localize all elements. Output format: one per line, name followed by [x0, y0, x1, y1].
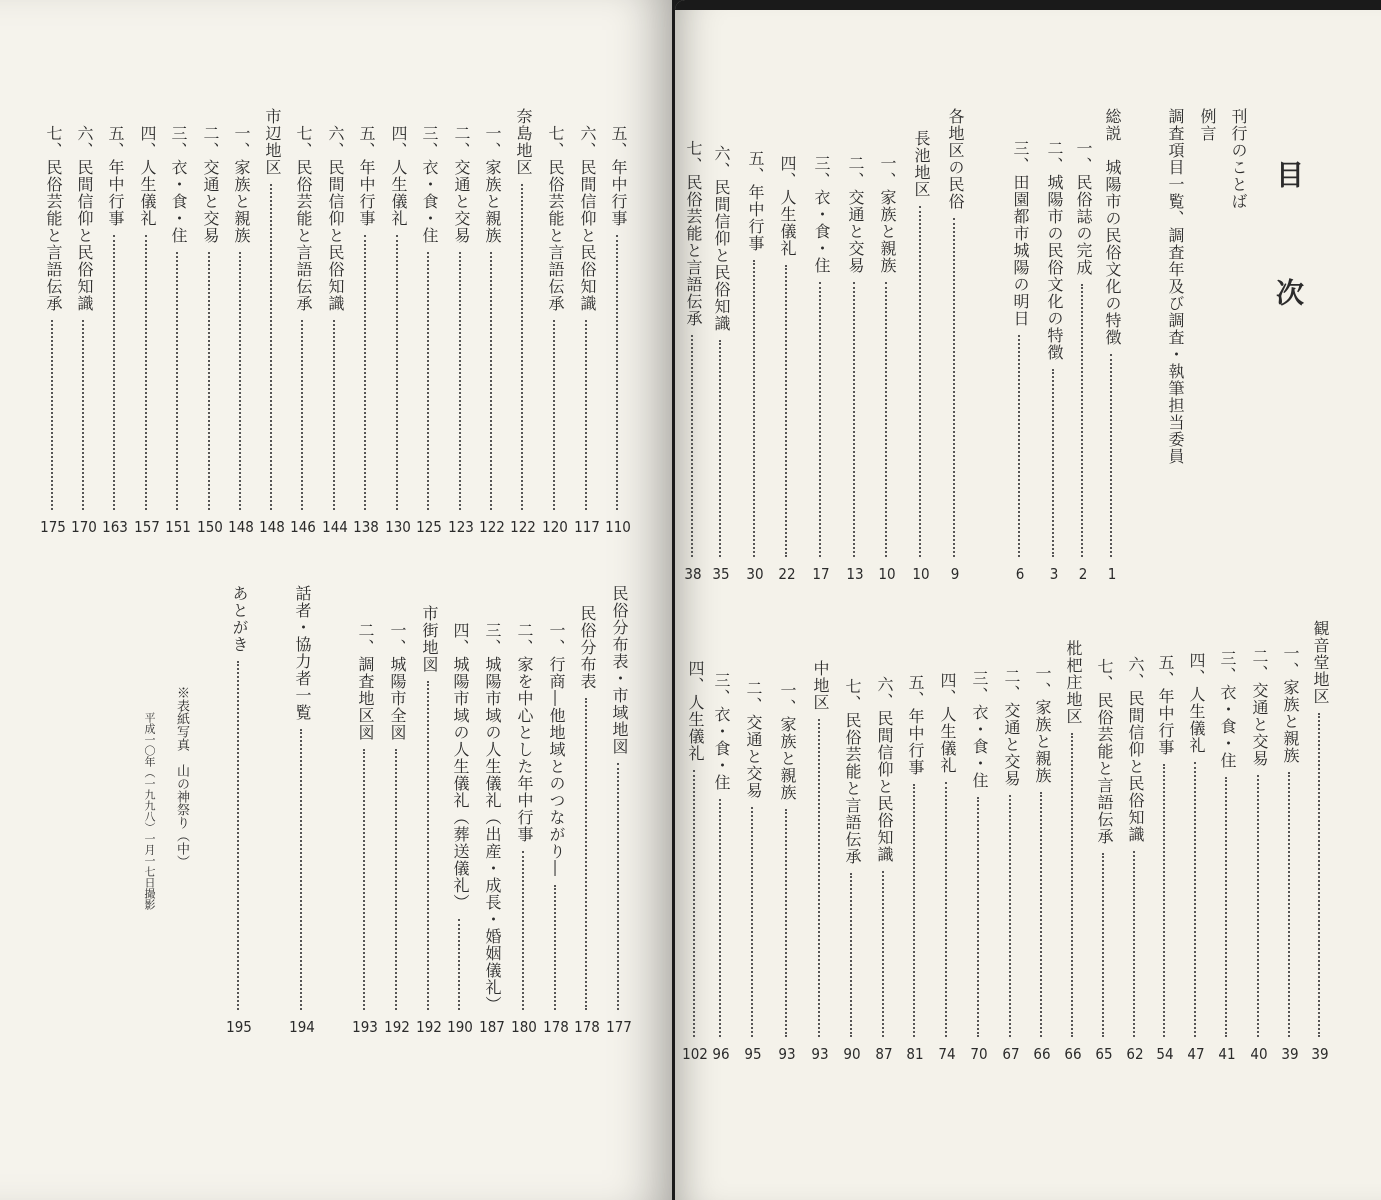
toc-page-number: 38 [684, 565, 702, 583]
toc-page-number: 66 [1033, 1045, 1051, 1063]
toc-entry-title: 刊行のことば [1229, 108, 1248, 210]
toc-page-number: 130 [385, 518, 411, 536]
toc-entry-title: 五、年中行事 [746, 150, 765, 252]
leader-dots [395, 749, 397, 1010]
toc-page-number: 102 [682, 1045, 708, 1063]
toc-entry-title: 四、城陽市域の人生儀礼（葬送儀礼） [451, 622, 470, 911]
cover-photo-date: 平成一〇年（一九九八）一月一七日撮影 [143, 712, 156, 910]
toc-entry-title: 枇杷庄地区 [1064, 640, 1083, 725]
toc-page-number: 3 [1049, 565, 1059, 583]
toc-entry-title: 一、家族と親族 [1281, 645, 1300, 764]
toc-entry [509, 0, 539, 1200]
leader-dots [176, 252, 178, 510]
toc-page-number: 122 [479, 518, 505, 536]
leader-dots [785, 809, 787, 1037]
toc-entry-title: 一、家族と親族 [878, 155, 897, 274]
toc-entry-title: 二、交通と交易 [846, 155, 865, 274]
toc-entry-title: 二、交通と交易 [1250, 648, 1269, 767]
toc-entry-title: 一、家族と親族 [1033, 665, 1052, 784]
toc-page-number: 163 [102, 518, 128, 536]
leader-dots [300, 729, 302, 1010]
toc-entry [1150, 0, 1180, 1200]
toc-entry [604, 0, 634, 1200]
leader-dots [458, 919, 460, 1010]
toc-page-number: 39 [1281, 1045, 1299, 1063]
toc-entry-title: 二、交通と交易 [201, 125, 220, 244]
toc-entry [541, 0, 571, 1200]
toc-page-number: 175 [40, 518, 66, 536]
toc-entry [996, 0, 1026, 1200]
toc-page-number: 157 [134, 518, 160, 536]
toc-entry-title: 観音堂地区 [1311, 620, 1330, 705]
toc-entry-title: 三、田園都市城陽の明日 [1011, 140, 1030, 327]
toc-page-number: 90 [843, 1045, 861, 1063]
toc-entry [132, 0, 162, 1200]
toc-page-number: 41 [1218, 1045, 1236, 1063]
toc-entry-title: 民俗分布表・市域地図 [610, 585, 629, 755]
toc-entry [869, 0, 899, 1200]
toc-entry-title: 三、城陽市域の人生儀礼（出産・成長・婚姻儀礼） [483, 622, 502, 1013]
toc-page-number: 39 [1311, 1045, 1329, 1063]
toc-entry [1120, 0, 1150, 1200]
toc-entry-title: 四、人生儀礼 [1187, 652, 1206, 754]
leader-dots [977, 797, 979, 1037]
toc-entry-title: 二、城陽市の民俗文化の特徴 [1045, 140, 1064, 361]
toc-page-number: 110 [605, 518, 631, 536]
toc-entry [38, 0, 68, 1200]
leader-dots [1040, 792, 1042, 1037]
toc-entry-title: 総説 城陽市の民俗文化の特徴 [1103, 108, 1122, 346]
toc-page-number: 194 [289, 1018, 315, 1036]
toc-entry-title: 一、家族と親族 [483, 125, 502, 244]
toc-page-number: 93 [811, 1045, 829, 1063]
leader-dots [882, 871, 884, 1037]
toc-entry-title: 四、人生儀礼 [938, 672, 957, 774]
toc-entry-title: 五、年中行事 [106, 125, 125, 227]
leader-dots [270, 184, 272, 510]
leader-dots [51, 320, 53, 510]
toc-page-number: 123 [448, 518, 474, 536]
toc-page-number: 178 [543, 1018, 569, 1036]
toc-entry [738, 0, 768, 1200]
toc-entry [287, 0, 317, 1200]
toc-entry [477, 0, 507, 1200]
toc-page-number: 2 [1078, 565, 1088, 583]
toc-entry-title: あとがき [230, 585, 249, 653]
leader-dots [237, 661, 239, 1010]
toc-entry-title: 五、年中行事 [906, 674, 925, 776]
toc-entry [1027, 0, 1057, 1200]
leader-dots [82, 320, 84, 510]
leader-dots [585, 698, 587, 1010]
toc-page-number: 22 [778, 565, 796, 583]
toc-entry [837, 0, 867, 1200]
toc-entry-title: 二、交通と交易 [1002, 668, 1021, 787]
toc-page-number: 81 [906, 1045, 924, 1063]
toc-entry-title: 三、衣・食・住 [169, 125, 188, 244]
toc-entry-title: 二、交通と交易 [744, 680, 763, 799]
toc-page-number: 30 [746, 565, 764, 583]
toc-entry [69, 0, 99, 1200]
toc-entry-title: 六、民間信仰と民俗知識 [712, 145, 731, 332]
toc-page-number: 122 [510, 518, 536, 536]
toc-entry-title: 奈島地区 [514, 108, 533, 176]
toc-page-number: 10 [912, 565, 930, 583]
toc-entry-title: 六、民間信仰と民俗知識 [875, 676, 894, 863]
toc-entry-title: 一、行商―他地域とのつながり― [547, 622, 566, 877]
toc-entry-title: 二、調査地区図 [356, 622, 375, 741]
toc-page-number: 66 [1064, 1045, 1082, 1063]
toc-entry [900, 0, 930, 1200]
toc-page-number: 17 [812, 565, 830, 583]
toc-entry [805, 0, 835, 1200]
leader-dots [751, 807, 753, 1037]
toc-entry [1089, 0, 1119, 1200]
toc-entry-title: 例言 [1198, 108, 1217, 142]
leader-dots [1194, 762, 1196, 1037]
toc-page-number: 192 [416, 1018, 442, 1036]
toc-entry-title: 各地区の民俗 [946, 108, 965, 210]
toc-page-number: 13 [846, 565, 864, 583]
toc-page-number: 54 [1156, 1045, 1174, 1063]
leader-dots [113, 235, 115, 510]
leader-dots [427, 681, 429, 1010]
toc-entry-title: 七、民俗芸能と言語伝承 [546, 125, 565, 312]
cover-photo-caption: ※表紙写真 山の神祭り（中） [174, 686, 189, 868]
toc-entry [964, 0, 994, 1200]
toc-entry-title: 六、民間信仰と民俗知識 [326, 125, 345, 312]
toc-page-number: 177 [606, 1018, 632, 1036]
toc-entry-title: 三、衣・食・住 [970, 670, 989, 789]
toc-page-number: 148 [228, 518, 254, 536]
toc-entry-title: 一、民俗誌の完成 [1074, 140, 1093, 276]
toc-page-number: 87 [875, 1045, 893, 1063]
leader-dots [363, 749, 365, 1010]
leader-dots [617, 763, 619, 1010]
toc-entry-title: 七、民俗芸能と言語伝承 [294, 125, 313, 312]
leader-dots [1133, 851, 1135, 1037]
toc-entry-title: 調査項目一覧、調査年及び調査・執筆担当委員 [1166, 108, 1185, 465]
toc-entry-title: 二、家を中心とした年中行事 [515, 622, 534, 843]
toc-entry-title: 一、家族と親族 [778, 682, 797, 801]
toc-entry [100, 0, 130, 1200]
leader-dots [1009, 795, 1011, 1037]
toc-entry-title: 市街地図 [420, 605, 439, 673]
toc-page-number: 35 [712, 565, 730, 583]
leader-dots [818, 719, 820, 1037]
leader-dots [145, 235, 147, 510]
toc-entry-title: 五、年中行事 [357, 125, 376, 227]
leader-dots [208, 252, 210, 510]
left-page [0, 0, 672, 1200]
toc-entry-title: 四、人生儀礼 [686, 660, 705, 762]
toc-entry [1058, 0, 1088, 1200]
leader-dots [1225, 777, 1227, 1037]
toc-page-number: 144 [322, 518, 348, 536]
leader-dots [1071, 733, 1073, 1037]
toc-page-number: 10 [878, 565, 896, 583]
toc-page-number: 148 [259, 518, 285, 536]
toc-page-number: 125 [416, 518, 442, 536]
toc-page-number: 192 [384, 1018, 410, 1036]
toc-page-number: 120 [542, 518, 568, 536]
toc-entry-title: 二、交通と交易 [452, 125, 471, 244]
toc-page-number: 65 [1095, 1045, 1113, 1063]
toc-page-number: 9 [950, 565, 960, 583]
toc-page-number: 95 [744, 1045, 762, 1063]
toc-entry-title: 話者・協力者一覧 [293, 585, 312, 721]
toc-entry-title: 一、城陽市全図 [388, 622, 407, 741]
toc-entry-title: 市辺地区 [263, 108, 282, 176]
toc-page-number: 146 [290, 518, 316, 536]
toc-page-number: 187 [479, 1018, 505, 1036]
toc-page-number: 70 [970, 1045, 988, 1063]
toc-entry-title: 六、民間信仰と民俗知識 [75, 125, 94, 312]
toc-title: 目 次 [1272, 160, 1305, 346]
leader-dots [554, 885, 556, 1010]
leader-dots [333, 320, 335, 510]
toc-entry-title: 三、衣・食・住 [812, 155, 831, 274]
toc-entry-title: 中地区 [811, 660, 830, 711]
toc-entry-title: 六、民間信仰と民俗知識 [1126, 656, 1145, 843]
toc-entry [350, 0, 380, 1200]
toc-page-number: 195 [226, 1018, 252, 1036]
toc-page-number: 67 [1002, 1045, 1020, 1063]
leader-dots [945, 782, 947, 1037]
toc-entry [932, 0, 962, 1200]
toc-entry-title: 七、民俗芸能と言語伝承 [843, 678, 862, 865]
toc-page-number: 6 [1015, 565, 1025, 583]
toc-page-number: 74 [938, 1045, 956, 1063]
toc-entry-title: 五、年中行事 [1156, 654, 1175, 756]
toc-page-number: 40 [1250, 1045, 1268, 1063]
toc-entry [1212, 0, 1242, 1200]
toc-entry [224, 0, 254, 1200]
leader-dots [850, 873, 852, 1037]
toc-entry [706, 0, 736, 1200]
toc-page-number: 178 [574, 1018, 600, 1036]
leader-dots [1102, 853, 1104, 1037]
toc-entry [414, 0, 444, 1200]
toc-entry-title: 三、衣・食・住 [712, 672, 731, 791]
leader-dots [1318, 713, 1320, 1037]
toc-entry-title: 三、衣・食・住 [1218, 650, 1237, 769]
toc-page-number: 96 [712, 1045, 730, 1063]
toc-entry [1305, 0, 1335, 1200]
toc-page-number: 138 [353, 518, 379, 536]
toc-entry-title: 四、人生儀礼 [138, 125, 157, 227]
toc-page-number: 62 [1126, 1045, 1144, 1063]
toc-page-number: 1 [1107, 565, 1117, 583]
leader-dots [522, 851, 524, 1010]
toc-entry-title: 七、民俗芸能と言語伝承 [44, 125, 63, 312]
toc-entry [163, 0, 193, 1200]
toc-entry [382, 0, 412, 1200]
toc-entry [680, 0, 710, 1200]
leader-dots [719, 799, 721, 1037]
leader-dots [1288, 772, 1290, 1037]
leader-dots [913, 784, 915, 1037]
toc-entry-title: 一、家族と親族 [232, 125, 251, 244]
toc-page-number: 190 [447, 1018, 473, 1036]
toc-page-number: 150 [197, 518, 223, 536]
toc-page-number: 93 [778, 1045, 796, 1063]
toc-entry-title: 四、人生儀礼 [389, 125, 408, 227]
leader-dots [1257, 775, 1259, 1037]
toc-page-number: 117 [574, 518, 600, 536]
toc-entry-title: 民俗分布表 [578, 605, 597, 690]
toc-entry [1181, 0, 1211, 1200]
toc-page-number: 151 [165, 518, 191, 536]
toc-entry [772, 0, 802, 1200]
toc-entry-title: 三、衣・食・住 [420, 125, 439, 244]
toc-page-number: 170 [71, 518, 97, 536]
toc-page-number: 47 [1187, 1045, 1205, 1063]
toc-entry-title: 四、人生儀礼 [778, 155, 797, 257]
toc-page-number: 193 [352, 1018, 378, 1036]
leader-dots [1163, 764, 1165, 1037]
toc-entry-title: 七、民俗芸能と言語伝承 [684, 140, 703, 327]
toc-entry-title: 六、民間信仰と民俗知識 [578, 125, 597, 312]
toc-entry-title: 五、年中行事 [609, 125, 628, 227]
toc-entry-title: 長池地区 [912, 130, 931, 198]
toc-entry-title: 七、民俗芸能と言語伝承 [1095, 658, 1114, 845]
leader-dots [693, 770, 695, 1037]
toc-page-number: 180 [511, 1018, 537, 1036]
